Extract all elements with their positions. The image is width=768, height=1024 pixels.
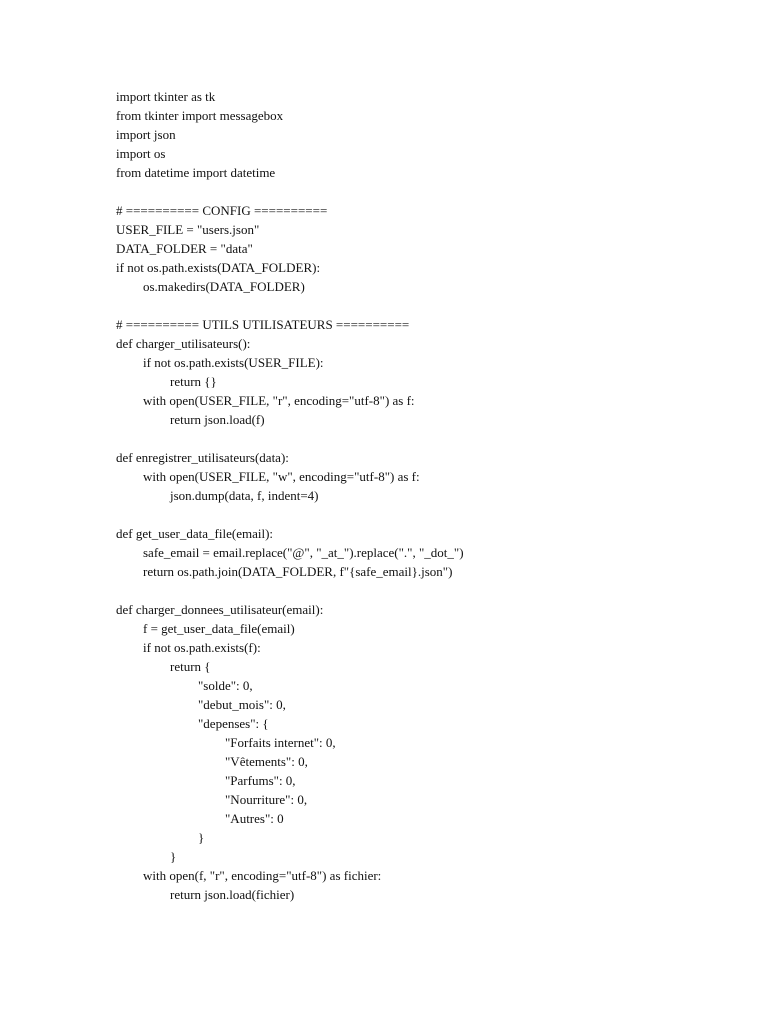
code-line: os.makedirs(DATA_FOLDER) <box>143 279 305 294</box>
code-line: from tkinter import messagebox <box>116 108 284 123</box>
code-line: safe_email = email.replace("@", "_at_").replace(".", "_dot_") <box>143 545 464 560</box>
code-line: return json.load(fichier) <box>170 887 295 902</box>
code-line: f = get_user_data_file(email) <box>143 621 295 636</box>
code-line: } <box>198 830 205 845</box>
code-line: "depenses": { <box>198 716 269 731</box>
code-line: from datetime import datetime <box>116 165 276 180</box>
code-line: def get_user_data_file(email): <box>116 526 274 541</box>
code-line: "Forfaits internet": 0, <box>225 735 336 750</box>
code-line: json.dump(data, f, indent=4) <box>170 488 319 503</box>
code-line: def charger_donnees_utilisateur(email): <box>116 602 324 617</box>
code-line: return json.load(f) <box>170 412 265 427</box>
blank-line <box>116 182 464 201</box>
code-line: return {} <box>170 374 217 389</box>
code-line: import os <box>116 146 166 161</box>
blank-line <box>116 505 464 524</box>
code-line: "Autres": 0 <box>225 811 284 826</box>
code-line: return os.path.join(DATA_FOLDER, f"{safe_email}.json") <box>143 564 453 579</box>
code-line: if not os.path.exists(DATA_FOLDER): <box>116 260 321 275</box>
code-line: # ========== UTILS UTILISATEURS ========== <box>116 317 410 332</box>
code-line: import json <box>116 127 176 142</box>
code-line: "Parfums": 0, <box>225 773 296 788</box>
code-line: return { <box>170 659 211 674</box>
code-line: USER_FILE = "users.json" <box>116 222 260 237</box>
code-line: DATA_FOLDER = "data" <box>116 241 253 256</box>
code-line: "debut_mois": 0, <box>198 697 286 712</box>
code-line: "Vêtements": 0, <box>225 754 308 769</box>
code-line: if not os.path.exists(USER_FILE): <box>143 355 324 370</box>
code-line: import tkinter as tk <box>116 89 216 104</box>
blank-line <box>116 581 464 600</box>
blank-line <box>116 296 464 315</box>
code-line: } <box>170 849 177 864</box>
code-line: def charger_utilisateurs(): <box>116 336 251 351</box>
code-line: def enregistrer_utilisateurs(data): <box>116 450 289 465</box>
code-line: with open(USER_FILE, "r", encoding="utf-8") as f: <box>143 393 415 408</box>
code-line: # ========== CONFIG ========== <box>116 203 328 218</box>
blank-line <box>116 429 464 448</box>
code-line: with open(f, "r", encoding="utf-8") as fichier: <box>143 868 382 883</box>
code-line: "Nourriture": 0, <box>225 792 308 807</box>
code-listing <box>116 87 464 904</box>
code-line: with open(USER_FILE, "w", encoding="utf-8") as f: <box>143 469 420 484</box>
code-line: if not os.path.exists(f): <box>143 640 261 655</box>
code-line: "solde": 0, <box>198 678 253 693</box>
